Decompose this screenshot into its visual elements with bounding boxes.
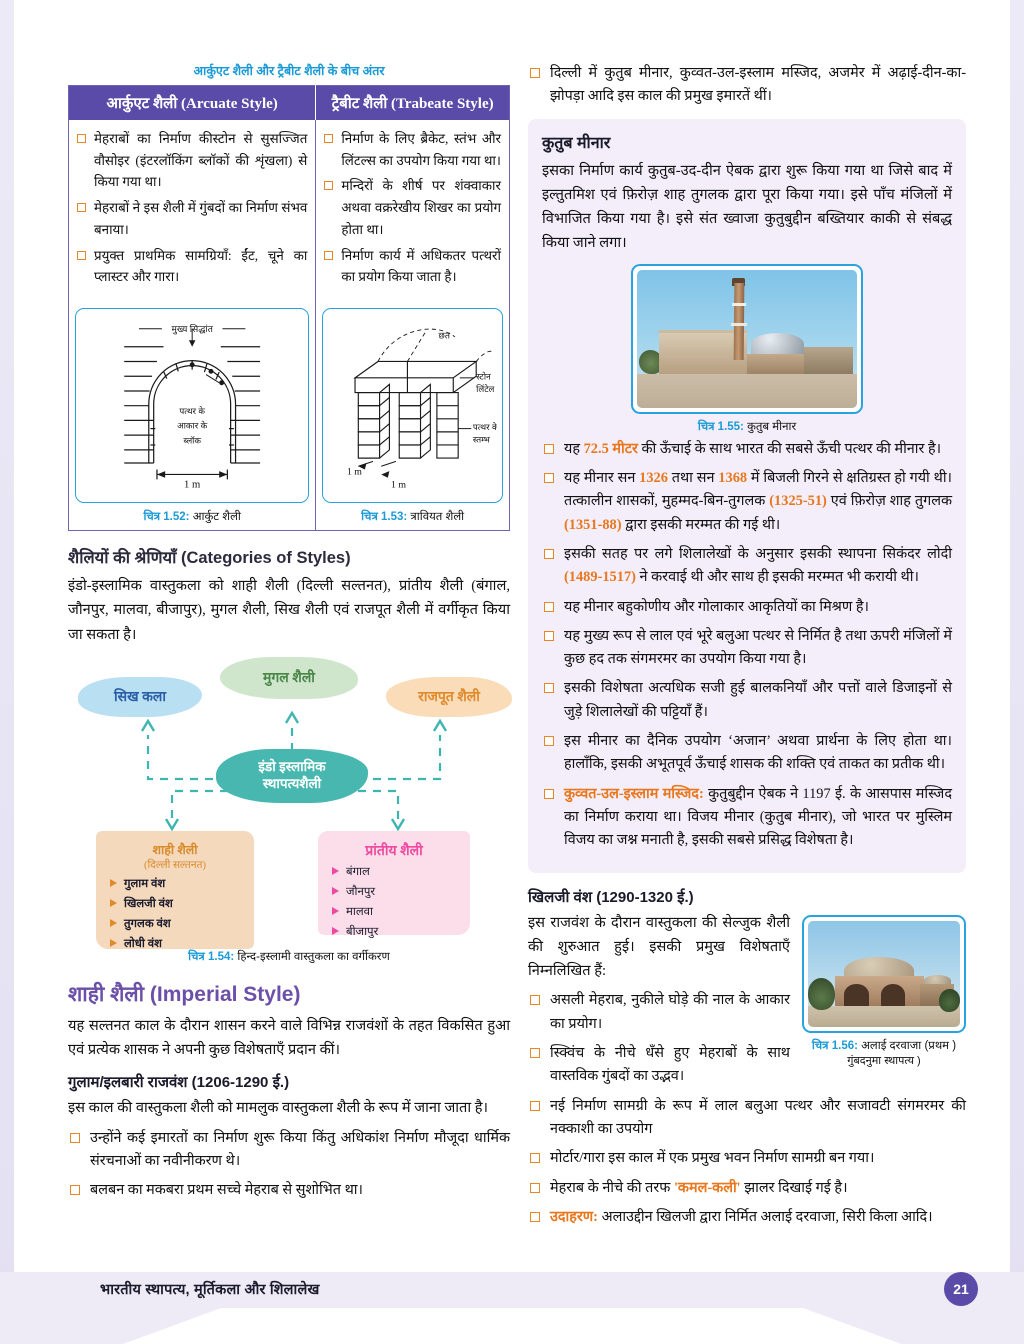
styles-mindmap: [68, 655, 510, 955]
body-text: यह मीनार सन: [564, 469, 640, 486]
highlighted-text: कुव्वत-उल-इस्लाम मस्जिद:: [564, 785, 704, 802]
mindmap-node-rajput: राजपूत शैली: [386, 677, 512, 717]
list-item: निर्माण के लिए ब्रैकेट, स्तंभ और लिंटल्स का उपयोग किया गया था।: [324, 128, 501, 171]
svg-text:पत्थर के: पत्थर के: [179, 405, 205, 416]
body-text: तथा सन: [667, 469, 719, 486]
list-item: निर्माण कार्य में अधिकतर पत्थरों का प्रयोग किया जाता है।: [324, 245, 501, 288]
khilji-dynasty-paragraph: इस राजवंश के दौरान वास्तुकला की सेल्जुक शैली की शुरुआत हुई। इसकी प्रमुख विशेषताएँ निम्नलिखित हैं:: [528, 914, 790, 980]
body-text: मोर्टार/गारा इस काल में एक प्रमुख भवन निर्माण सामग्री बन गया।: [550, 1150, 875, 1167]
figure-155-caption-label: चित्र 1.55:: [697, 420, 744, 433]
list-item: [542, 596, 952, 619]
table-content-row: [69, 120, 510, 302]
trabeate-label-span2: 1 m: [391, 479, 407, 490]
mindmap-node-mughal: मुगल शैली: [220, 657, 358, 699]
royal-style-subtitle: (दिल्ली सल्तनत): [143, 859, 207, 871]
figure-156-caption-line2: गुंबदनुमा स्थापत्य ): [847, 1054, 921, 1067]
qutub-minar-bullet-list: [542, 438, 952, 853]
body-text: इसकी विशेषता अत्यधिक सजी हुई बालकनियाँ और पत्तों वाले डिजाइनों से जुड़े शिलालेखों की पट्टियाँ हैं।: [564, 680, 952, 720]
figure-156-caption-text: अलाई दरवाजा (प्रथम ): [857, 1039, 957, 1052]
svg-text:स्तम्भ: स्तम्भ: [473, 434, 491, 445]
provincial-style-title: प्रांतीय शैली: [365, 843, 423, 859]
figure-155-caption-text: कुतुब मीनार: [743, 420, 797, 433]
trabeate-label-span1: 1 m: [347, 466, 363, 478]
list-item: [542, 783, 952, 853]
arcuate-trabeate-comparison-table: [68, 85, 510, 531]
highlighted-text: (1325-51): [769, 493, 827, 510]
svg-text:पत्थर के: पत्थर के: [473, 422, 497, 433]
list-item: उन्होंने कई इमारतों का निर्माण शुरू किया किंतु अधिकांश निर्माण मौजूदा धार्मिक संरचनाओं का नवीनीकरण थे।: [68, 1127, 510, 1174]
mindmap-center-line2: स्थापत्यशैली: [262, 775, 322, 791]
list-item: जौनपुर: [330, 884, 458, 899]
body-text: असली मेहराब, नुकीले घोड़े की नाल के आकार का प्रयोग।: [550, 992, 790, 1032]
table-header-row: [69, 86, 510, 121]
highlighted-text: 'कमल-कली': [673, 1179, 741, 1196]
list-item: [528, 1095, 966, 1142]
figure-156-caption-label: चित्र 1.56:: [811, 1039, 858, 1052]
arcuate-arch-diagram: [81, 314, 303, 490]
figure-153-caption-label: चित्र 1.53:: [361, 510, 408, 523]
table-cell-figure-arcuate: [69, 302, 316, 531]
royal-style-title: शाही शैली: [152, 842, 198, 857]
khilji-dynasty-heading: खिलजी वंश (1290-1320 ई.): [528, 888, 694, 906]
figure-152-caption-label: चित्र 1.52:: [143, 510, 190, 523]
list-item: [542, 625, 952, 672]
highlighted-text: 1368: [718, 469, 748, 486]
list-item: गुलाम वंश: [108, 876, 242, 891]
body-text: की ऊँचाई के साथ भारत की सबसे ऊँची पत्थर की मीनार है।: [637, 440, 942, 457]
table-cell-arcuate: [69, 120, 316, 302]
list-item: [528, 1177, 966, 1200]
list-item: [542, 730, 952, 777]
table-figure-row: [69, 302, 510, 531]
imperial-style-paragraph: यह सल्तनत काल के दौरान शासन करने वाले विभिन्न राजवंशों के तहत विकसित हुआ एवं प्रत्येक शासक ने अपनी कुछ विशेषताएँ प्रदान कीं।: [68, 1017, 510, 1059]
list-item: [528, 1206, 966, 1229]
list-item: तुगलक वंश: [108, 916, 242, 931]
right-column: [528, 62, 966, 1235]
list-item: [528, 989, 966, 1036]
mindmap-node-center: [216, 749, 368, 803]
trabeate-feature-list: [324, 128, 501, 288]
trabeate-post-lintel-diagram: [328, 314, 497, 490]
list-item: [528, 1039, 966, 1089]
svg-text:ब्लॉक: ब्लॉक: [183, 435, 201, 446]
figure-153-caption: [322, 508, 503, 527]
list-item: [542, 467, 952, 537]
svg-text:आकार के: आकार के: [177, 420, 208, 431]
figure-153-box: [322, 308, 503, 503]
list-item: खिलजी वंश: [108, 896, 242, 911]
list-item: [528, 1147, 966, 1170]
highlighted-text: 72.5 मीटर: [583, 440, 638, 457]
comparison-table-title: आर्कुएट शैली और ट्रैबीट शैली के बीच अंतर: [193, 64, 385, 78]
highlighted-text: (1489-1517): [564, 569, 636, 586]
mindmap-card-provincial-style: [318, 831, 470, 938]
categories-heading: शैलियों की श्रेणियाँ (Categories of Styles): [68, 549, 351, 568]
table-header-trabeate: ट्रैबीट शैली (Trabeate Style): [316, 86, 510, 121]
list-item: बलबन का मकबरा प्रथम सच्चे मेहराब से सुशोभित था।: [68, 1179, 510, 1202]
qutub-minar-photo: [637, 270, 857, 408]
provincial-style-list: [330, 864, 458, 939]
list-item: बीजापुर: [330, 924, 458, 939]
list-item: [542, 438, 952, 461]
slave-dynasty-heading: गुलाम/इलबारी राजवंश (1206-1290 ई.): [68, 1074, 290, 1092]
body-text: में बिजली गिरने से क्षतिग्रस्त हो गयी थी। तत्कालीन शासकों, मुहम्मद-बिन-तुगलक: [564, 469, 952, 510]
figure-152-box: [75, 308, 309, 503]
body-text: नई निर्माण सामग्री के रूप में लाल बलुआ पत्थर और सजावटी संगमरमर की नक्काशी का उपयोग: [550, 1097, 966, 1138]
categories-paragraph: इंडो-इस्लामिक वास्तुकला को शाही शैली (दिल्ली सल्तनत), प्रांतीय शैली (बंगाल, जौनपुर, मालवा, बीजापुर), मुगल शैली, सिख शैली एवं राजपूत शैली में वर्गीकृत किया जा सकता है।: [68, 578, 510, 643]
qutub-minar-panel: [528, 119, 966, 873]
list-item: प्रयुक्त प्राथमिक सामग्रियाँ: ईंट, चूने का प्लास्टर और गारा।: [77, 245, 307, 288]
highlighted-text: उदाहरण:: [550, 1209, 598, 1226]
figure-152-caption: [75, 508, 309, 527]
table-cell-trabeate: [316, 120, 510, 302]
figure-153-caption-text: त्रावियत शैली: [407, 510, 465, 523]
list-item: लोधी वंश: [108, 936, 242, 951]
mindmap-node-sikh: सिख कला: [78, 677, 202, 717]
qutub-minar-heading: कुतुब मीनार: [542, 134, 611, 152]
table-cell-figure-trabeate: [316, 302, 510, 531]
page-edge-right: [1010, 0, 1024, 1344]
trabeate-label-roof: छत: [438, 330, 451, 341]
body-text: कुतुबुद्दीन ऐबक ने 1197 ई. के आसपास मस्जिद का निर्माण कराया था। विजय मीनार (कुतुब मीनार), जो भारत पर मुस्लिम विजय का जश्न मनाती है, इसकी सबसे प्रसिद्ध विशेषता है।: [564, 785, 952, 849]
list-item: [542, 543, 952, 590]
mindmap-card-royal-style: [96, 831, 254, 949]
body-text: यह: [564, 440, 584, 457]
intro-bullet-list: [528, 62, 966, 109]
figure-154-caption-text: हिन्द-इस्लामी वास्तुकला का वर्गीकरण: [234, 950, 390, 963]
arcuate-label-top: मुख्य सिद्धांत: [171, 323, 213, 334]
list-item: दिल्ली में कुतुब मीनार, कुव्वत-उल-इस्लाम मस्जिद, अजमेर में अढ़ाई-दीन-का-झोपड़ा आदि इस काल की प्रमुख इमारतें थीं।: [528, 62, 966, 109]
list-item: [542, 677, 952, 724]
page-edge-left: [0, 0, 14, 1344]
slave-dynasty-paragraph: इस काल की वास्तुकला शैली को मामलुक वास्तुकला शैली के रूप में जाना जाता है।: [68, 1100, 489, 1117]
list-item: मालवा: [330, 904, 458, 919]
svg-text:स्टोन: स्टोन: [476, 371, 492, 382]
imperial-style-heading: शाही शैली (Imperial Style): [68, 982, 301, 1006]
body-text: ने करवाई थी और साथ ही इसकी मरम्मत भी करायी थी।: [635, 569, 919, 586]
table-header-arcuate: आर्कुएट शैली (Arcuate Style): [69, 86, 316, 121]
body-text: स्क्विंच के नीचे धँसे हुए मेहराबों के साथ वास्तविक गुंबदों का उद्भव।: [550, 1045, 790, 1085]
highlighted-text: (1351-88): [564, 516, 622, 533]
slave-dynasty-list: [68, 1127, 510, 1203]
royal-style-list: [108, 876, 242, 951]
page-number-badge: 21: [944, 1272, 978, 1306]
body-text: अलाउद्दीन खिलजी द्वारा निर्मित अलाई दरवाजा, सिरी किला आदि।: [597, 1209, 933, 1226]
body-text: इस मीनार का दैनिक उपयोग ‘अजान’ अथवा प्रार्थना के लिए होता था। हालाँकि, इसकी अभूतपूर्व ऊँचाई शासक की शक्ति एवं ताकत का प्रतीक थी।: [564, 733, 952, 773]
khilji-bullet-list: [528, 989, 966, 1229]
body-text: मेहराब के नीचे की तरफ: [550, 1179, 674, 1196]
body-text: इसकी सतह पर लगे शिलालेखों के अनुसार इसकी स्थापना सिकंदर लोदी: [564, 545, 952, 562]
arcuate-label-span: 1 m: [184, 479, 201, 490]
left-column: [68, 62, 510, 1209]
body-text: झालर दिखाई गई है।: [740, 1179, 848, 1196]
figure-152-caption-text: आर्कुट शैली: [189, 510, 241, 523]
mindmap-center-line1: इंडो इस्लामिक: [258, 759, 326, 775]
figure-155-caption: [542, 419, 952, 434]
highlighted-text: 1326: [639, 469, 668, 486]
body-text: यह मुख्य रूप से लाल एवं भूरे बलुआ पत्थर से निर्मित है तथा ऊपरी मंजिलों में कुछ हद तक संगमरमर का उपयोग किया गया है।: [564, 627, 952, 668]
svg-text:लिंटेल: लिंटेल: [476, 383, 495, 394]
list-item: मेहराबों ने इस शैली में गुंबदों का निर्माण संभव बनाया।: [77, 197, 307, 240]
arcuate-feature-list: [77, 128, 307, 288]
qutub-minar-paragraph: इसका निर्माण कार्य कुतुब-उद-दीन ऐबक द्वारा शुरू किया गया था जिसे बाद में इल्तुतमिश एवं फ़िरोज़ शाह तुगलक द्वारा पूरा किया गया। इसे पाँच मंजिलों में विभाजित किया गया है। इसे संत ख्वाजा कुतुबुद्दीन बख्तियार काकी से संबद्ध किया जाने लगा।: [542, 162, 952, 252]
list-item: मेहराबों का निर्माण कीस्टोन से सुसज्जित वौसोइर (इंटरलॉकिंग ब्लॉकों की शृंखला) से किया गया था।: [77, 128, 307, 193]
qutub-minar-photo-frame: [631, 264, 863, 414]
figure-154-caption-label: चित्र 1.54:: [188, 950, 235, 963]
list-item: मन्दिरों के शीर्ष पर शंक्वाकार अथवा वक्ररेखीय शिखर का प्रयोग होता था।: [324, 175, 501, 240]
list-item: बंगाल: [330, 864, 458, 879]
body-text: एवं फ़िरोज़ शाह तुगलक: [826, 493, 952, 510]
footer-chapter-title: भारतीय स्थापत्य, मूर्तिकला और शिलालेख: [100, 1282, 320, 1298]
body-text: यह मीनार बहुकोणीय और गोलाकार आकृतियों का मिश्रण है।: [564, 598, 869, 615]
body-text: द्वारा इसकी मरम्मत की गई थी।: [621, 516, 781, 533]
